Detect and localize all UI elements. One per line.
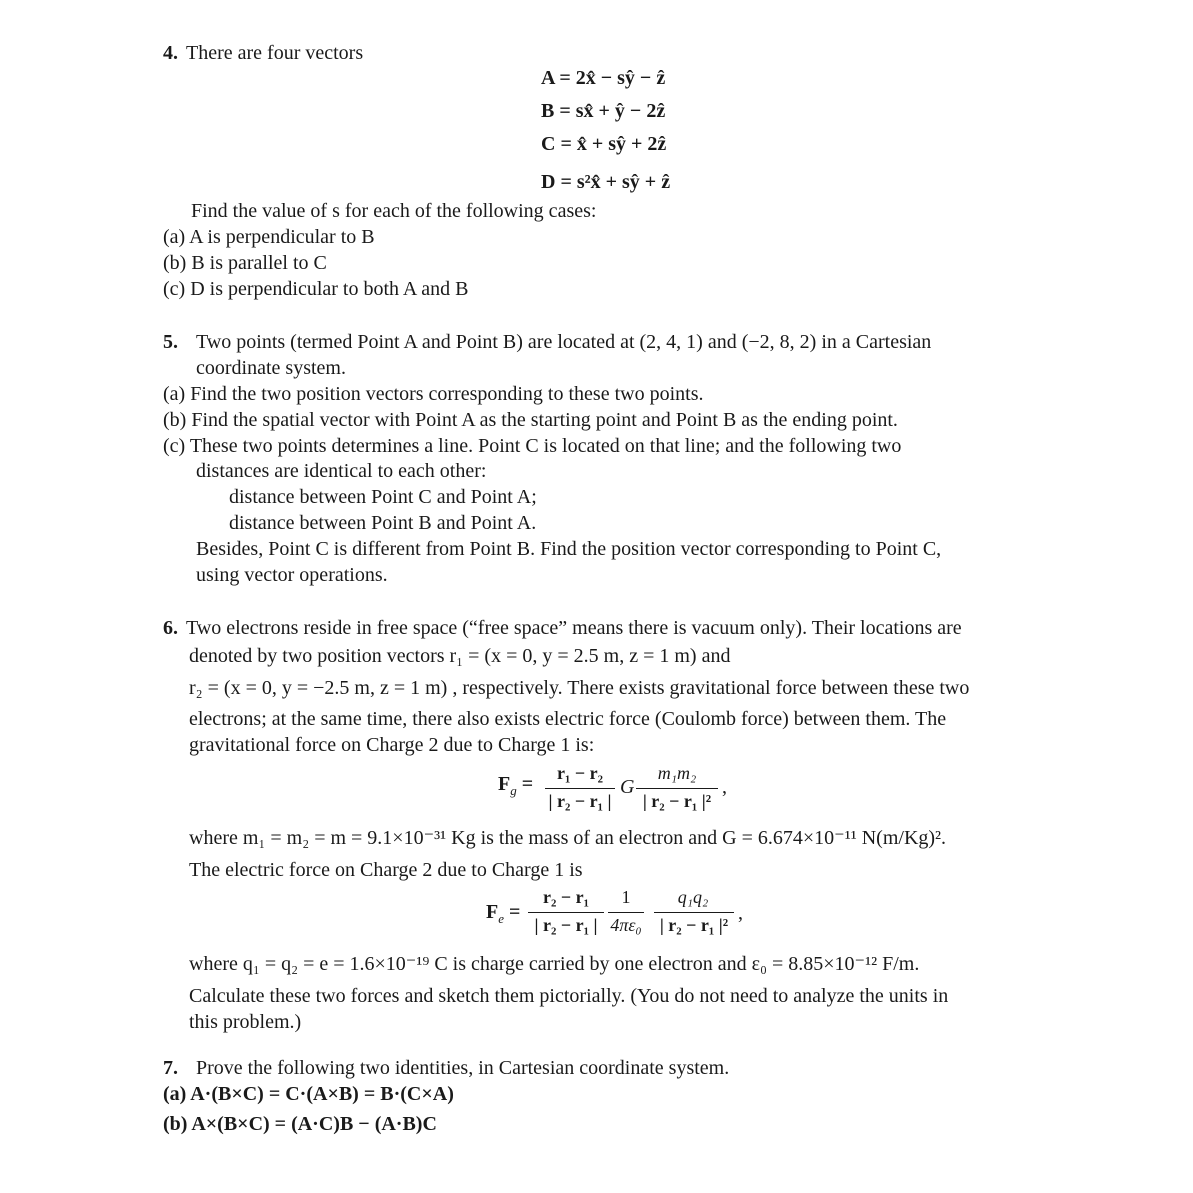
problem-7-part-a: (a) A·(B×C) = C·(A×B) = B·(C×A) — [163, 1083, 454, 1105]
fe-coulomb-numerator: 1 — [621, 887, 631, 907]
problem-4-part-a: (a) A is perpendicular to B — [163, 226, 375, 248]
fe-fraction-bar-2 — [608, 912, 644, 913]
problem-5-part-c-line-5: Besides, Point C is different from Point B. Find the position vector corresponding to Point C, — [196, 538, 942, 560]
fg-unit-denominator: | r₂ − r₁ | — [548, 791, 612, 811]
fe-fraction-bar-3 — [654, 912, 734, 913]
problem-6-line-1: Two electrons reside in free space (“free space” means there is vacuum only). Their locations are — [186, 617, 962, 639]
problem-4-part-c: (c) D is perpendicular to both A and B — [163, 278, 469, 300]
problem-5-part-c-line-3: distance between Point C and Point A; — [229, 486, 537, 508]
problem-5-part-c-line-6: using vector operations. — [196, 564, 388, 586]
problem-6-number: 6. — [163, 617, 178, 639]
vector-d-definition: D = s²x̂ + sŷ + ẑ — [541, 171, 671, 193]
fg-fraction-bar-1 — [545, 788, 615, 789]
problem-6-line-3: r₂ = (x = 0, y = −2.5 m, z = 1 m) , respectively. There exists gravitational force between these two — [189, 677, 970, 699]
problem-5-line-2: coordinate system. — [196, 357, 346, 379]
fe-lhs: $F_e$ = — [486, 901, 521, 926]
problem-4-intro: There are four vectors — [186, 42, 364, 64]
vector-b-definition: B = sx̂ + ŷ − 2ẑ — [541, 100, 666, 122]
problem-5-part-c-line-4: distance between Point B and Point A. — [229, 512, 537, 534]
fe-charge-numerator: q₁q₂ — [677, 887, 709, 907]
fg-fraction-bar-2 — [636, 788, 718, 789]
problem-7-part-b: (b) A×(B×C) = (A·C)B − (A·B)C — [163, 1113, 437, 1135]
problem-6-line-5: gravitational force on Charge 2 due to Charge 1 is: — [189, 734, 595, 756]
fe-unit-numerator: r₂ − r₁ — [542, 887, 590, 907]
problem-6-line-8: where q₁ = q₂ = e = 1.6×10⁻¹⁹ C is charge carried by one electron and ε₀ = 8.85×10⁻¹² F/m. — [189, 953, 920, 975]
fg-gravitational-constant: G — [620, 776, 635, 798]
vector-c-definition: C = x̂ + sŷ + 2ẑ — [541, 133, 667, 155]
problem-4-find: Find the value of s for each of the following cases: — [191, 200, 597, 222]
problem-4-part-b: (b) B is parallel to C — [163, 252, 327, 274]
problem-7-line-1: Prove the following two identities, in Cartesian coordinate system. — [196, 1057, 730, 1079]
problem-5-line-1: Two points (termed Point A and Point B) are located at (2, 4, 1) and (−2, 8, 2) in a Cartesian — [196, 331, 932, 353]
fe-unit-denominator: | r₂ − r₁ | — [534, 915, 598, 935]
vector-a-definition: A = 2x̂ − sŷ − ẑ — [541, 67, 666, 89]
problem-7-number: 7. — [163, 1057, 178, 1079]
problem-5-part-a: (a) Find the two position vectors corresponding to these two points. — [163, 383, 704, 405]
fe-fraction-bar-1 — [528, 912, 604, 913]
fg-distance-denominator: | r₂ − r₁ |² — [642, 791, 712, 811]
fg-mass-numerator: m₁m₂ — [657, 763, 697, 783]
fe-distance-denominator: | r₂ − r₁ |² — [659, 915, 729, 935]
problem-5-part-c-line-2: distances are identical to each other: — [196, 460, 487, 482]
problem-6-line-2: denoted by two position vectors r₁ = (x = 0, y = 2.5 m, z = 1 m) and — [189, 645, 731, 667]
fg-unit-numerator: r₁ − r₂ — [556, 763, 604, 783]
problem-5-part-c-line-1: (c) These two points determines a line. Point C is located on that line; and the following two — [163, 435, 902, 457]
problem-5-part-b: (b) Find the spatial vector with Point A as the starting point and Point B as the ending point. — [163, 409, 898, 431]
problem-4-number: 4. — [163, 42, 178, 64]
fg-lhs: $F_g$ = — [498, 773, 534, 798]
problem-6-line-4: electrons; at the same time, there also exists electric force (Coulomb force) between them. The — [189, 708, 947, 730]
problem-5-number: 5. — [163, 331, 178, 353]
problem-6-line-9: Calculate these two forces and sketch them pictorially. (You do not need to analyze the units in — [189, 985, 949, 1007]
problem-6-line-6: where m₁ = m₂ = m = 9.1×10⁻³¹ Kg is the mass of an electron and G = 6.674×10⁻¹¹ N(m/Kg)². — [189, 827, 947, 849]
problem-6-line-7: The electric force on Charge 2 due to Charge 1 is — [189, 859, 583, 881]
fe-coulomb-denominator: 4πε₀ — [610, 915, 642, 935]
problem-6-line-10: this problem.) — [189, 1011, 302, 1033]
